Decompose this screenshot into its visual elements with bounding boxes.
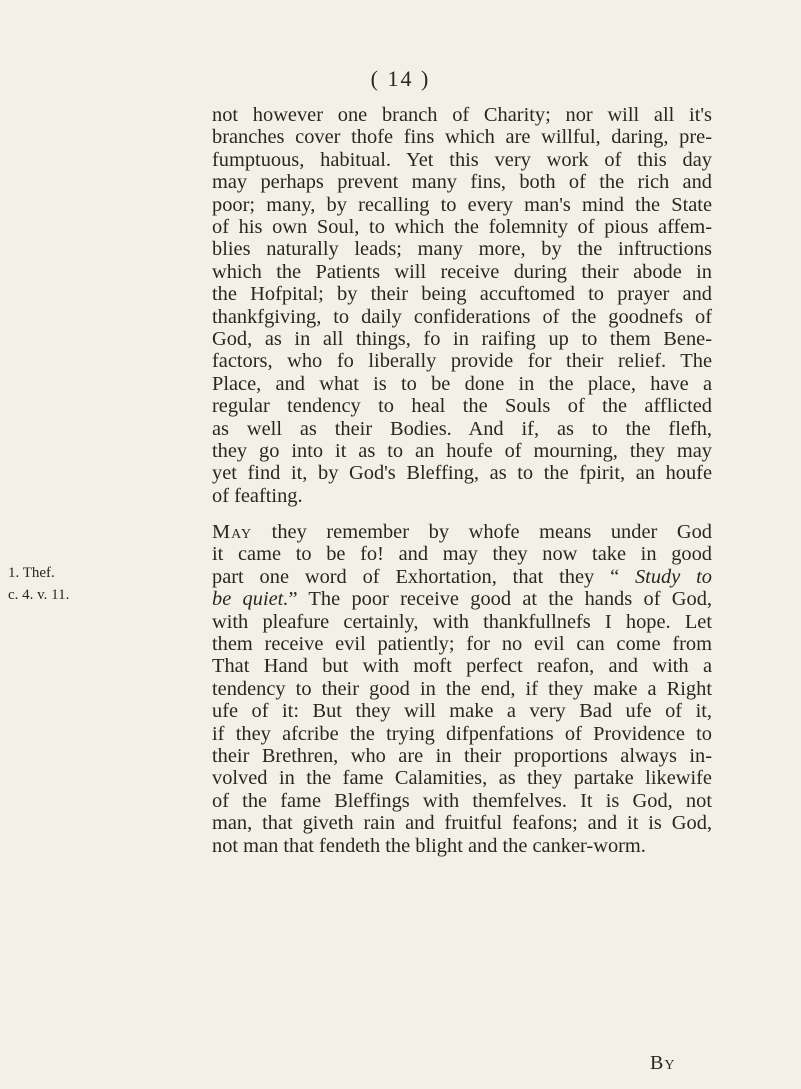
paragraph-2-line: tendency to their good in the end, if they make a Right — [212, 677, 712, 700]
paragraph-1-line: Place, and what is to be done in the place, have a — [212, 372, 712, 395]
paragraph-1-line: as well as their Bodies. And if, as to the flefh, — [212, 417, 712, 440]
paragraph-2-line: if they afcribe the trying difpenfations of Providence to — [212, 722, 712, 745]
paragraph-1-line: poor; many, by recalling to every man's mind the State — [212, 193, 712, 216]
paragraph-2-line: ufe of it: But they will make a very Bad ufe of it, — [212, 700, 712, 723]
paragraph-1-line: of feafting. — [212, 484, 303, 507]
paragraph-1-line: may perhaps prevent many fins, both of the rich and — [212, 171, 712, 194]
page-number: ( 14 ) — [370, 66, 431, 91]
paragraph-1-line: not however one branch of Charity; nor will all it's — [212, 104, 712, 126]
paragraph-2-line: volved in the fame Calamities, as they partake likewife — [212, 767, 712, 790]
drop-word: May — [212, 521, 253, 543]
paragraph-1-line: branches cover thofe fins which are willful, daring, pre- — [212, 126, 712, 149]
paragraph-1-line: factors, who fo liberally provide for their relief. The — [212, 350, 712, 373]
paragraph-2-line: of the fame Bleffings with themfelves. It is God, not — [212, 789, 712, 812]
paragraph-2-line: it came to be fo! and may they now take in good — [212, 543, 712, 566]
catchword: By — [650, 1052, 676, 1074]
paragraph-1-line: thankfgiving, to daily confiderations of the goodnefs of — [212, 305, 712, 328]
margin-note-reference: 1. Thef. — [8, 565, 55, 581]
margin-note-chapter-verse: c. 4. v. 11. — [8, 587, 70, 603]
paragraph-1-line: God, as in all things, fo in raifing up to them Bene- — [212, 328, 712, 350]
paragraph-2-line: with pleafure certainly, with thankfullnefs I hope. Let — [212, 610, 712, 633]
paragraph-1-line: fumptuous, habitual. Yet this very work of this day — [212, 148, 712, 171]
paragraph-1-line: regular tendency to heal the Souls of the afflicted — [212, 395, 712, 418]
paragraph-2-line: them receive evil patiently; for no evil can come from — [212, 633, 712, 655]
paragraph-2-line: not man that fendeth the blight and the canker-worm. — [212, 834, 646, 857]
paragraph-2-line: May they remember by whofe means under God — [212, 521, 712, 543]
paragraph-1-line: the Hofpital; by their being accuftomed to prayer and — [212, 283, 712, 306]
paragraph-1-line: yet find it, by God's Bleffing, as to the fpirit, an houfe — [212, 462, 712, 485]
paragraph-2-line: part one word of Exhortation, that they “ Study to — [212, 565, 713, 588]
paragraph-2-line: their Brethren, who are in their proportions always in- — [212, 745, 712, 767]
paragraph-1-line: of his own Soul, to which the folemnity of pious affem- — [212, 216, 712, 238]
paragraph-1-line: they go into it as to an houfe of mourning, they may — [212, 440, 712, 462]
paragraph-1-line: which the Patients will receive during their abode in — [212, 260, 712, 283]
paragraph-1-line: blies naturally leads; many more, by the inftructions — [212, 238, 712, 261]
paragraph-2-line: That Hand but with moft perfect reafon, and with a — [212, 655, 712, 678]
paragraph-2-line: man, that giveth rain and fruitful feafons; and it is God, — [212, 812, 712, 835]
paragraph-2-line: be quiet.” The poor receive good at the hands of God, — [212, 588, 713, 611]
